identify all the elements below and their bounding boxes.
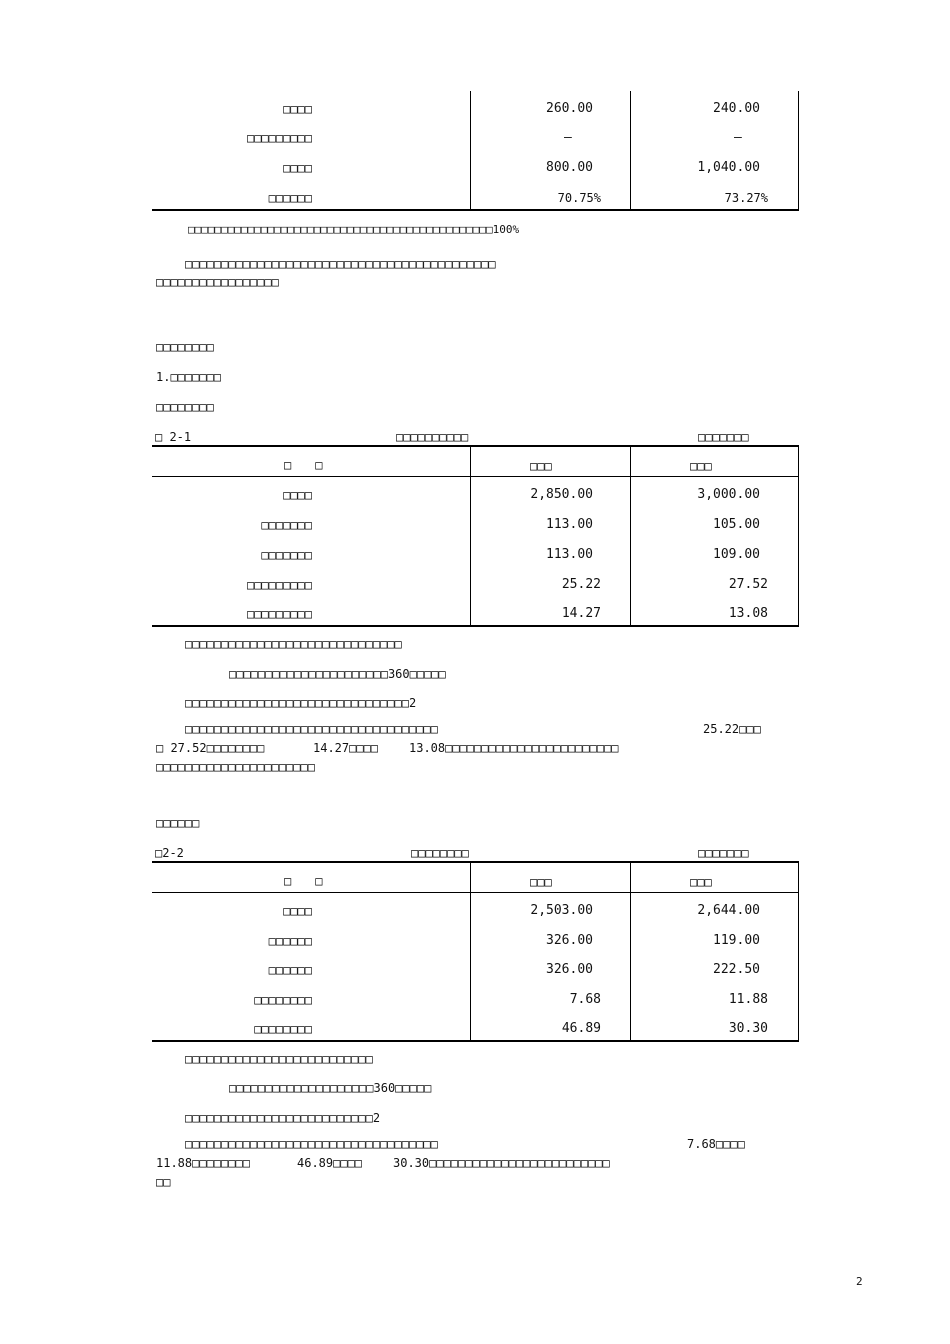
subsection-heading: □□□□□□□□ <box>156 400 214 414</box>
column-header: □□□ <box>530 459 552 473</box>
cell-value: 2,503.00 <box>530 903 593 918</box>
table-number: □2-2 <box>155 846 184 860</box>
cell-value: 260.00 <box>546 101 593 116</box>
column-divider <box>798 91 799 210</box>
table-note: □□□□□□□□□□□□□□□□□□□□□□□□□□□□□□ <box>185 637 402 651</box>
cell-value: 105.00 <box>713 517 760 532</box>
formula-line: □□□□□□□□□□□□□□□□□□□□□□□□□□2 <box>185 1111 381 1125</box>
column-divider <box>798 862 799 1041</box>
cell-value: 27.52 <box>728 577 768 592</box>
cell-value: 326.00 <box>546 962 593 977</box>
paragraph-line: 11.88□□□□□□□□ <box>156 1156 250 1170</box>
paragraph-line: 13.08□□□□□□□□□□□□□□□□□□□□□□□□ <box>409 741 619 755</box>
row-label: □□□□ <box>283 161 312 175</box>
cell-value: 113.00 <box>546 547 593 562</box>
table-top-rule <box>152 861 799 863</box>
table-unit: □□□□□□□ <box>698 430 749 444</box>
cell-value: 2,644.00 <box>697 903 760 918</box>
cell-value: 2,850.00 <box>530 487 593 502</box>
row-label: □□□□□□ <box>268 963 312 977</box>
cell-value: 222.50 <box>713 962 760 977</box>
column-header: □□□ <box>690 459 712 473</box>
table-note: □□□□□□□□□□□□□□□□□□□□□□□□□□ <box>185 1052 373 1066</box>
section-heading: □□□□□□□□ <box>156 340 214 354</box>
subsection-heading: □□□□□□ <box>156 816 200 830</box>
column-divider <box>470 446 471 626</box>
row-label: □□□□ <box>283 102 312 116</box>
cell-value: 800.00 <box>546 160 593 175</box>
paragraph-line: □□□□□□□□□□□□□□□□□□□□□□ <box>156 760 315 774</box>
cell-value: – <box>734 130 742 145</box>
cell-value: 119.00 <box>713 933 760 948</box>
table-bottom-rule <box>152 209 799 211</box>
column-header: □□□ <box>690 875 712 889</box>
cell-value: 1,040.00 <box>697 160 760 175</box>
column-header: □□□ <box>530 875 552 889</box>
row-label: □□□□□□□ <box>261 548 312 562</box>
cell-value: 73.27% <box>724 191 768 205</box>
cell-value: 14.27 <box>561 606 601 621</box>
header-rule <box>152 476 799 477</box>
cell-value: 113.00 <box>546 517 593 532</box>
column-divider <box>470 91 471 210</box>
cell-value: 240.00 <box>713 101 760 116</box>
paragraph-line: □□ <box>156 1175 171 1189</box>
cell-value: 3,000.00 <box>697 487 760 502</box>
table-title: □□□□□□□□□□ <box>396 430 469 444</box>
column-divider <box>798 446 799 626</box>
cell-value: – <box>564 130 572 145</box>
column-divider <box>630 862 631 1041</box>
formula-line: □□□□□□□□□□□□□□□□□□□□□□360□□□□□ <box>229 667 446 681</box>
formula-line: □□□□□□□□□□□□□□□□□□□□360□□□□□ <box>229 1081 432 1095</box>
paragraph-line: □□□□□□□□□□□□□□□□□ <box>156 275 279 289</box>
paragraph-line: 14.27□□□□ <box>313 741 379 755</box>
paragraph-line: □ 27.52□□□□□□□□ <box>156 741 265 755</box>
paragraph-line: 30.30□□□□□□□□□□□□□□□□□□□□□□□□□ <box>393 1156 610 1170</box>
table-number: □ 2-1 <box>155 430 192 444</box>
header-rule <box>152 892 799 893</box>
cell-value: 13.08 <box>728 606 768 621</box>
subsection-heading: 1.□□□□□□□ <box>156 370 222 384</box>
table-unit: □□□□□□□ <box>698 846 749 860</box>
cell-value: 109.00 <box>713 547 760 562</box>
table-bottom-rule <box>152 1040 799 1042</box>
paragraph-line: □□□□□□□□□□□□□□□□□□□□□□□□□□□□□□□□□□□ <box>185 1137 438 1151</box>
column-divider <box>630 446 631 626</box>
table-title: □□□□□□□□ <box>411 846 469 860</box>
row-label: □□□□□□ <box>268 934 312 948</box>
row-label: □□□□□□ <box>268 191 312 205</box>
row-label: □□□□ <box>283 488 312 502</box>
row-label: □□□□□□□□□ <box>246 578 312 592</box>
cell-value: 25.22 <box>561 577 601 592</box>
row-label: □□□□□□□□ <box>254 1022 312 1036</box>
cell-value: 326.00 <box>546 933 593 948</box>
table-bottom-rule <box>152 625 799 627</box>
cell-value: 11.88 <box>728 992 768 1007</box>
page-number: 2 <box>856 1275 863 1288</box>
column-divider <box>470 862 471 1041</box>
paragraph-line: □□□□□□□□□□□□□□□□□□□□□□□□□□□□□□□□□□□□□□□□□□□ <box>185 257 496 271</box>
column-header: □ □ <box>284 874 323 888</box>
row-label: □□□□□□□□ <box>254 993 312 1007</box>
cell-value: 46.89 <box>561 1021 601 1036</box>
row-label: □□□□ <box>283 904 312 918</box>
paragraph-line: □□□□□□□□□□□□□□□□□□□□□□□□□□□□□□□□□□□ <box>185 722 438 736</box>
row-label: □□□□□□□ <box>261 518 312 532</box>
column-divider <box>630 91 631 210</box>
paragraph-value: 7.68□□□□ <box>687 1137 745 1151</box>
formula-line: □□□□□□□□□□□□□□□□□□□□□□□□□□□□□□□2 <box>185 696 417 710</box>
cell-value: 7.68 <box>569 992 601 1007</box>
row-label: □□□□□□□□□ <box>246 607 312 621</box>
paragraph-line: 46.89□□□□ <box>297 1156 363 1170</box>
cell-value: 30.30 <box>728 1021 768 1036</box>
paragraph-value: 25.22□□□ <box>703 722 761 736</box>
table-footnote: □□□□□□□□□□□□□□□□□□□□□□□□□□□□□□□□□□□□□□□□□□□□□□100% <box>188 223 520 236</box>
cell-value: 70.75% <box>557 191 601 205</box>
table-top-rule <box>152 445 799 447</box>
column-header: □ □ <box>284 458 323 472</box>
row-label: □□□□□□□□□ <box>246 131 312 145</box>
